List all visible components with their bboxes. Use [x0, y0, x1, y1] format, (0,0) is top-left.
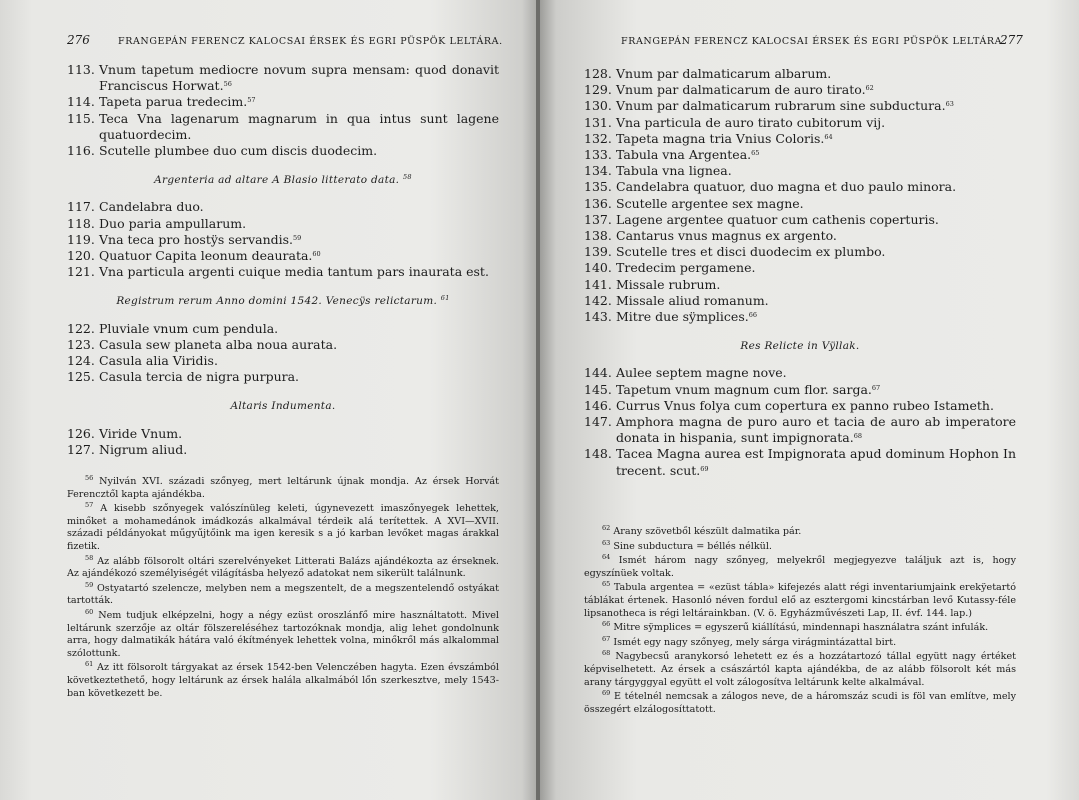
entry-number: 125.	[67, 369, 95, 385]
entry-text	[99, 143, 499, 159]
entry-text-content: Teca Vna lagenarum magnarum in qua intus sunt lagene quatuordecim.	[99, 110, 499, 142]
footnote-ref: 65	[751, 149, 760, 158]
inventory-entry	[67, 143, 499, 159]
footnote	[584, 582, 1016, 620]
footnote-text: Ostyatartó szelencze, melyben nem a megszentelt, de a megszentelendő ostyákat tartották.	[67, 582, 499, 607]
entry-text	[99, 337, 499, 353]
footnote	[67, 503, 499, 553]
footnote-ref: 64	[824, 132, 833, 141]
entry-text-content: Currus Vnus folya cum copertura ex panno rubeo Istameth.	[616, 397, 994, 413]
inventory-entry	[584, 260, 1016, 276]
entry-text	[616, 365, 1016, 381]
inventory-list	[584, 66, 1016, 479]
footnote-marker: 64	[602, 553, 611, 562]
entry-number: 126.	[67, 425, 95, 441]
entry-number: 131.	[584, 114, 612, 130]
inventory-entry	[584, 212, 1016, 228]
footnote	[584, 555, 1016, 580]
entry-text	[616, 293, 1016, 309]
entry-number: 114.	[67, 94, 95, 110]
footnote-marker: 66	[602, 620, 611, 629]
entry-number: 133.	[584, 147, 612, 163]
footnote-marker: 60	[85, 607, 94, 616]
entry-text-content: Mitre due sÿmplices.	[616, 309, 749, 325]
entry-text	[616, 446, 1016, 478]
footnote-marker: 63	[602, 538, 611, 547]
entry-text-content: Vnum par dalmaticarum rubrarum sine subductura.	[616, 98, 946, 114]
entry-text	[616, 163, 1016, 179]
footnote-text: Tabula argentea = «ezüst tábla» kifejezés alatt régi inventariumjaink erekÿetartó táblákat értenek. Hasonló néven fordul elő az esztergomi kincstárban levő Kutassy-féle lipsanotheca is régi leltárainkban. (V. ö. Egyházművészeti Lap, II. évf. 144. lap.)	[584, 582, 1016, 619]
entry-text	[616, 212, 1016, 228]
entry-text-content: Duo paria ampullarum.	[99, 215, 247, 231]
footnote-marker: 58	[85, 553, 94, 562]
inventory-entry	[67, 199, 499, 215]
entry-text	[99, 111, 499, 143]
inventory-entry	[584, 244, 1016, 260]
entry-number: 145.	[584, 381, 612, 397]
right-page	[540, 0, 1079, 800]
inventory-entry	[67, 264, 499, 280]
footnote-text: Sine subductura = béllés nélkül.	[613, 540, 772, 552]
entry-text	[616, 260, 1016, 276]
footnote	[67, 580, 499, 608]
entry-text	[616, 98, 1016, 114]
entry-number: 121.	[67, 264, 95, 280]
running-header: FRANGEPÁN FERENCZ KALOCSAI ÉRSEK ÉS EGRI PÜSPÖK LELTÁRA.	[118, 36, 503, 47]
entry-text-content: Tabula vna lignea.	[616, 163, 732, 179]
entry-text	[99, 442, 499, 458]
entry-number: 136.	[584, 195, 612, 211]
entry-text-content: Amphora magna de puro auro et tacia de auro ab imperatore donata in hispania, sunt impignorata.	[616, 414, 1016, 446]
footnote-marker: 59	[85, 580, 94, 589]
inventory-list	[67, 62, 499, 458]
section-heading	[67, 398, 499, 414]
entry-text	[616, 147, 1016, 163]
entry-text-content: Vna particula argenti cuique media tantum pars inaurata est.	[99, 264, 489, 280]
footnote-text: Mitre sÿmplices = egyszerű kiállítású, mindennapi használatra szánt infulák.	[613, 622, 989, 634]
entry-text-content: Tapetum vnum magnum cum flor. sarga.	[616, 381, 872, 397]
inventory-entry	[584, 228, 1016, 244]
entry-text	[99, 216, 499, 232]
inventory-entry	[67, 337, 499, 353]
inventory-entry	[584, 66, 1016, 82]
entry-number: 138.	[584, 228, 612, 244]
footnote-ref: 66	[748, 311, 757, 320]
section-heading-text: Argenteria ad altare A Blasio litterato data.	[154, 174, 400, 187]
entry-number: 130.	[584, 98, 612, 114]
entry-text-content: Vna particula de auro tirato cubitorum vij.	[616, 114, 886, 130]
footnote	[584, 691, 1016, 716]
entry-number: 148.	[584, 446, 612, 462]
footnote-ref: 60	[312, 250, 321, 259]
entry-text-content: Tapeta parua tredecim.	[99, 94, 248, 110]
entry-text	[99, 426, 499, 442]
footnote	[584, 622, 1016, 635]
entry-text-content: Tabula vna Argentea.	[616, 147, 752, 163]
inventory-entry	[584, 163, 1016, 179]
entry-text	[99, 353, 499, 369]
section-heading-text: Res Relicte in Vÿllak.	[740, 340, 860, 353]
inventory-entry	[584, 196, 1016, 212]
entry-text-content: Quatuor Capita leonum deaurata.	[99, 248, 313, 264]
entry-text	[616, 115, 1016, 131]
entry-text-content: Vnum tapetum mediocre novum supra mensam: quod donavit Franciscus Horwat.	[99, 62, 499, 94]
entry-text-content: Vnum par dalmaticarum albarum.	[616, 66, 832, 81]
entry-number: 132.	[584, 130, 612, 146]
footnote-marker: 68	[602, 649, 611, 658]
entry-number: 124.	[67, 353, 95, 369]
entry-text-content: Aulee septem magne nove.	[616, 365, 787, 381]
footnote-marker: 65	[602, 580, 611, 589]
entry-text-content: Tapeta magna tria Vnius Coloris.	[616, 130, 825, 146]
entry-number: 139.	[584, 244, 612, 260]
inventory-entry	[67, 353, 499, 369]
inventory-entry	[584, 131, 1016, 147]
inventory-entry	[584, 293, 1016, 309]
page-number: 276	[67, 33, 90, 47]
section-heading	[67, 293, 499, 309]
footnote	[584, 526, 1016, 539]
entry-text	[99, 199, 499, 215]
footnote-marker: 56	[85, 474, 94, 482]
inventory-entry	[584, 414, 1016, 446]
inventory-entry	[67, 442, 499, 458]
footnote-text: Az itt fölsorolt tárgyakat az érsek 1542-ben Velenczében hagyta. Ezen évszámból következtethető, hogy leltárunk az érsek halála alkalmából lőn szerkesztve, mely 1543-ban következett be.	[67, 662, 499, 699]
entry-text	[99, 264, 499, 280]
inventory-entry	[67, 216, 499, 232]
entry-number: 123.	[67, 336, 95, 352]
entry-text-content: Tredecim pergamene.	[616, 260, 756, 276]
inventory-entry	[584, 309, 1016, 325]
entry-text-content: Candelabra duo.	[99, 199, 204, 215]
inventory-entry	[584, 365, 1016, 381]
footnote-text: Nagybecsű aranykorsó lehetett ez és a hozzátartozó tállal együtt nagy értéket képviselhetett. Az érsek a császártól kapta ajándékba, de az alább fölsorolt két más arany tárgyggyal együtt el volt zálogosítva leltárunk kelte alkalmával.	[584, 651, 1017, 688]
entry-text	[99, 94, 499, 110]
inventory-entry	[584, 398, 1016, 414]
inventory-entry	[67, 248, 499, 264]
entry-text	[616, 131, 1016, 147]
inventory-entry	[67, 62, 499, 94]
entry-text	[616, 66, 1016, 82]
footnote-marker: 62	[602, 524, 611, 532]
entry-number: 119.	[67, 231, 95, 247]
footnote-ref: 56	[223, 80, 232, 89]
entry-text-content: Scutelle plumbee duo cum discis duodecim.	[99, 143, 378, 159]
footnote-ref: 58	[402, 173, 412, 182]
entry-text-content: Nigrum aliud.	[99, 441, 188, 457]
footnote-text: A kisebb szőnyegek valószínüleg keleti, úgynevezett imaszőnyegek lehettek, minőket a mohamedánok imádkozás alkalmával térdeik alá terítettek. A XVI—XVII. századi példányokat műgyűjtőink ma igen keresik s a jó karban levőket magas árakkal fizetik.	[67, 503, 499, 552]
footnote-marker: 57	[85, 501, 94, 510]
inventory-entry	[584, 382, 1016, 398]
entry-number: 135.	[584, 179, 612, 195]
page-number: 277	[1000, 33, 1023, 47]
entry-text	[99, 321, 499, 337]
running-header: FRANGEPÁN FERENCZ KALOCSAI ÉRSEK ÉS EGRI PÜSPÖK LELTÁRA.	[621, 36, 1006, 47]
entry-number: 147.	[584, 414, 612, 430]
inventory-entry	[67, 94, 499, 110]
entry-number: 142.	[584, 292, 612, 308]
entry-number: 128.	[584, 66, 612, 81]
footnote	[584, 634, 1016, 650]
footnote	[67, 553, 499, 581]
inventory-entry	[584, 147, 1016, 163]
footnote-marker: 69	[602, 689, 611, 698]
entry-number: 127.	[67, 441, 95, 457]
footnotes	[67, 476, 499, 702]
footnotes	[584, 526, 1016, 718]
inventory-entry	[584, 179, 1016, 195]
inventory-entry	[67, 426, 499, 442]
entry-number: 144.	[584, 365, 612, 381]
entry-number: 120.	[67, 248, 95, 264]
entry-text	[616, 179, 1016, 195]
entry-text-content: Cantarus vnus magnus ex argento.	[616, 228, 837, 244]
footnote	[584, 651, 1016, 689]
section-heading-text: Altaris Indumenta.	[230, 400, 336, 413]
footnote-text: Arany szövetből készült dalmatika pár.	[613, 526, 802, 537]
entry-text	[616, 244, 1016, 260]
footnote-text: Az alább fölsorolt oltári szerelvényeket Litterati Balázs ajándékozta az érseknek. Az ajándékozó személyiségét világításba helyező adatokat nem sikerült találnunk.	[67, 555, 499, 580]
footnote-ref: 59	[293, 233, 302, 242]
footnote-ref: 57	[247, 96, 256, 105]
entry-number: 137.	[584, 211, 612, 227]
inventory-entry	[584, 277, 1016, 293]
footnote-ref: 63	[945, 100, 954, 109]
entry-number: 134.	[584, 163, 612, 179]
entry-text-content: Vna teca pro hostÿs servandis.	[99, 231, 294, 247]
entry-text	[616, 414, 1016, 446]
footnote-ref: 67	[871, 383, 881, 392]
section-heading	[67, 172, 499, 188]
entry-text-content: Pluviale vnum cum pendula.	[99, 320, 279, 336]
entry-text	[616, 277, 1016, 293]
entry-text	[616, 398, 1016, 414]
entry-number: 140.	[584, 260, 612, 276]
entry-text	[99, 369, 499, 385]
inventory-entry	[584, 115, 1016, 131]
footnote-ref: 62	[865, 84, 874, 93]
entry-text-content: Viride Vnum.	[99, 425, 183, 441]
entry-text	[616, 309, 1016, 325]
inventory-entry	[67, 369, 499, 385]
entry-number: 113.	[67, 62, 95, 77]
inventory-entry	[67, 111, 499, 143]
footnote-text: Nyilván XVI. századi szőnyeg, mert leltárunk újnak mondja. Az érsek Horvát Ferencztől kapta ajándékba.	[67, 476, 499, 500]
entry-text-content: Candelabra quatuor, duo magna et duo paulo minora.	[616, 179, 957, 195]
entry-text	[616, 82, 1016, 98]
entry-text-content: Scutelle tres et disci duodecim ex plumbo.	[616, 244, 886, 260]
footnote	[67, 476, 499, 501]
footnote-marker: 67	[602, 634, 611, 643]
footnote-text: E tételnél nemcsak a zálogos neve, de a háromszáz scudi is föl van említve, mely összegért elzálogosíttatott.	[584, 691, 1016, 715]
inventory-entry	[67, 321, 499, 337]
entry-number: 129.	[584, 82, 612, 98]
footnote-ref: 61	[440, 294, 450, 303]
entry-number: 118.	[67, 215, 95, 231]
entry-text-content: Casula alia Viridis.	[99, 353, 218, 369]
entry-text	[99, 62, 499, 94]
entry-text-content: Lagene argentee quatuor cum cathenis coperturis.	[616, 211, 939, 227]
section-heading	[584, 338, 1016, 354]
entry-text-content: Casula tercia de nigra purpura.	[99, 369, 300, 385]
entry-text-content: Scutelle argentee sex magne.	[616, 195, 804, 211]
footnote-marker: 61	[85, 660, 94, 669]
entry-number: 146.	[584, 397, 612, 413]
footnote	[67, 607, 499, 660]
left-page	[0, 0, 538, 800]
footnote-text: Ismét három nagy szőnyeg, melyekről megjegyezve találjuk azt is, hogy egyszínüek voltak.	[584, 555, 1016, 579]
entry-text	[99, 248, 499, 264]
entry-text-content: Tacea Magna aurea est Impignorata apud dominum Hophon In trecent. scut.	[616, 446, 1016, 478]
footnote-ref: 68	[853, 432, 862, 441]
footnote	[584, 538, 1016, 554]
entry-text	[616, 196, 1016, 212]
footnote-text: Ismét egy nagy szőnyeg, mely sárga virágmintázattal birt.	[613, 636, 897, 648]
entry-number: 115.	[67, 110, 95, 126]
footnote	[67, 662, 499, 700]
inventory-entry	[584, 82, 1016, 98]
entry-number: 141.	[584, 276, 612, 292]
entry-text-content: Vnum par dalmaticarum de auro tirato.	[616, 82, 866, 98]
footnote-text: Nem tudjuk elképzelni, hogy a négy ezüst oroszlánfő mire használtatott. Mivel leltárunk szerzője az oltár fölszereléséhez tartozóknak mondja, alig lehet gondolnunk arra, hogy dalmatikák hátára való ékítmények lehettek volna, minőkről más alkalommal szólottunk.	[67, 609, 499, 659]
section-heading-text: Registrum rerum Anno domini 1542. Venecÿs relictarum.	[116, 295, 438, 308]
entry-text-content: Missale rubrum.	[616, 276, 721, 292]
inventory-entry	[584, 446, 1016, 478]
entry-text-content: Casula sew planeta alba noua aurata.	[99, 336, 338, 352]
entry-number: 143.	[584, 309, 612, 325]
inventory-entry	[67, 232, 499, 248]
inventory-entry	[584, 98, 1016, 114]
entry-text	[616, 382, 1016, 398]
entry-number: 122.	[67, 320, 95, 336]
entry-number: 116.	[67, 143, 95, 159]
entry-text	[99, 232, 499, 248]
entry-text-content: Missale aliud romanum.	[616, 292, 769, 308]
footnote-ref: 69	[700, 464, 709, 473]
entry-number: 117.	[67, 199, 95, 215]
entry-text	[616, 228, 1016, 244]
